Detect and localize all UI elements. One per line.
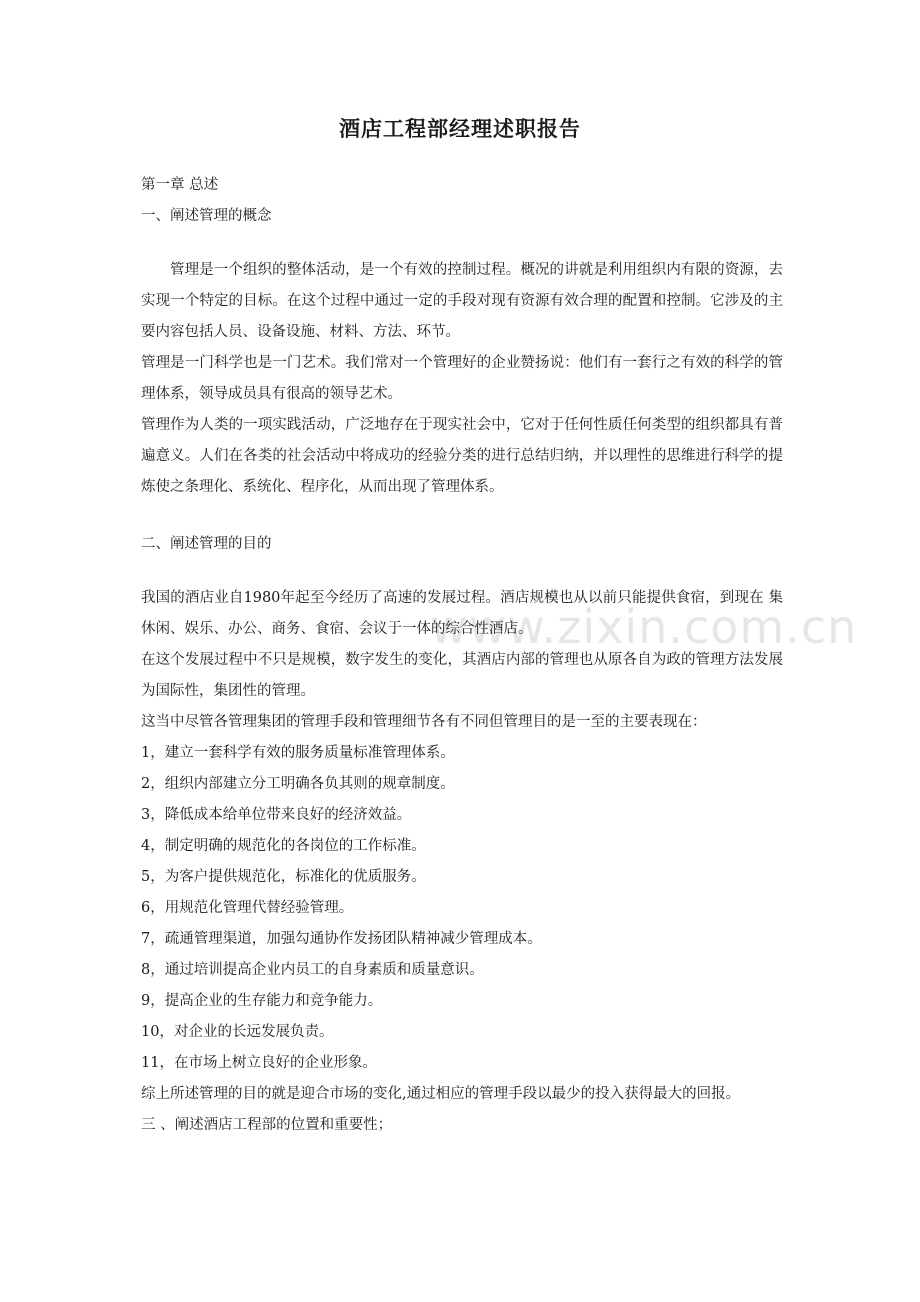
section-2-body [141,583,783,1141]
chapter-heading-block [141,170,783,232]
list-item: 8，通过培训提高企业内员工的自身素质和质量意识。 [141,962,484,978]
section-1-paragraph-1: 管理是一个组织的整体活动，是一个有效的控制过程。概况的讲就是利用组织内有限的资源，去实现一个特定的目标。在这个过程中通过一定的手段对现有资源有效合理的配置和控制。它涉及的主要内容包括人员、设备设施、材料、方法、环节。 [141,262,783,340]
chapter-heading: 第一章 总述 [141,177,219,193]
list-item: 6，用规范化管理代替经验管理。 [141,900,354,916]
list-item: 3，降低成本给单位带来良好的经济效益。 [141,807,412,823]
watermark: www.zixin.com.cn [430,600,858,654]
list-item: 1，建立一套科学有效的服务质量标准管理体系。 [141,745,455,761]
section-1-body [141,255,783,503]
section-2-paragraph-1: 我国的酒店业自1980年起至今经历了高速的发展过程。酒店规模也从以前只能提供食宿，到现在 集休闲、娱乐、办公、商务、食宿、会议于一体的综合性酒店。 [141,590,783,637]
list-item: 10，对企业的长远发展负责。 [141,1024,334,1040]
list-item: 2，组织内部建立分工明确各负其则的规章制度。 [141,776,455,792]
section-1-paragraph-3: 管理作为人类的一项实践活动，广泛地存在于现实社会中，它对于任何性质任何类型的组织都具有普遍意义。人们在各类的社会活动中将成功的经验分类的进行总结归纳，并以理性的思维进行科学的提炼使之条理化、系统化、程序化，从而出现了管理体系。 [141,417,783,495]
section-2-summary: 综上所述管理的目的就是迎合市场的变化,通过相应的管理手段以最少的投入获得最大的回报。 [141,1086,741,1102]
section-2-paragraph-3: 这当中尽管各管理集团的管理手段和管理细节各有不同但管理目的是一至的主要表现在： [141,714,707,730]
section-3-heading: 三 、阐述酒店工程部的位置和重要性； [141,1117,393,1133]
list-item: 5，为客户提供规范化，标准化的优质服务。 [141,869,426,885]
list-item: 4，制定明确的规范化的各岗位的工作标准。 [141,838,426,854]
document-title: 酒店工程部经理述职报告 [339,116,581,141]
section-2-paragraph-2: 在这个发展过程中不只是规模，数字发生的变化，其酒店内部的管理也从原各自为政的管理方法发展为国际性，集团性的管理。 [141,652,783,699]
objectives-list [141,738,783,1079]
section-1-heading: 一、阐述管理的概念 [141,208,272,224]
list-item: 9，提高企业的生存能力和竞争能力。 [141,993,383,1009]
section-2-heading: 二、阐述管理的目的 [141,536,272,552]
section-2-heading-block [141,529,783,560]
list-item: 7，疏通管理渠道，加强勾通协作发扬团队精神减少管理成本。 [141,931,542,947]
list-item: 11，在市场上树立良好的企业形象。 [141,1055,377,1071]
section-1-paragraph-2: 管理是一门科学也是一门艺术。我们常对一个管理好的企业赞扬说：他们有一套行之有效的科学的管理体系，领导成员具有很高的领导艺术。 [141,355,783,402]
